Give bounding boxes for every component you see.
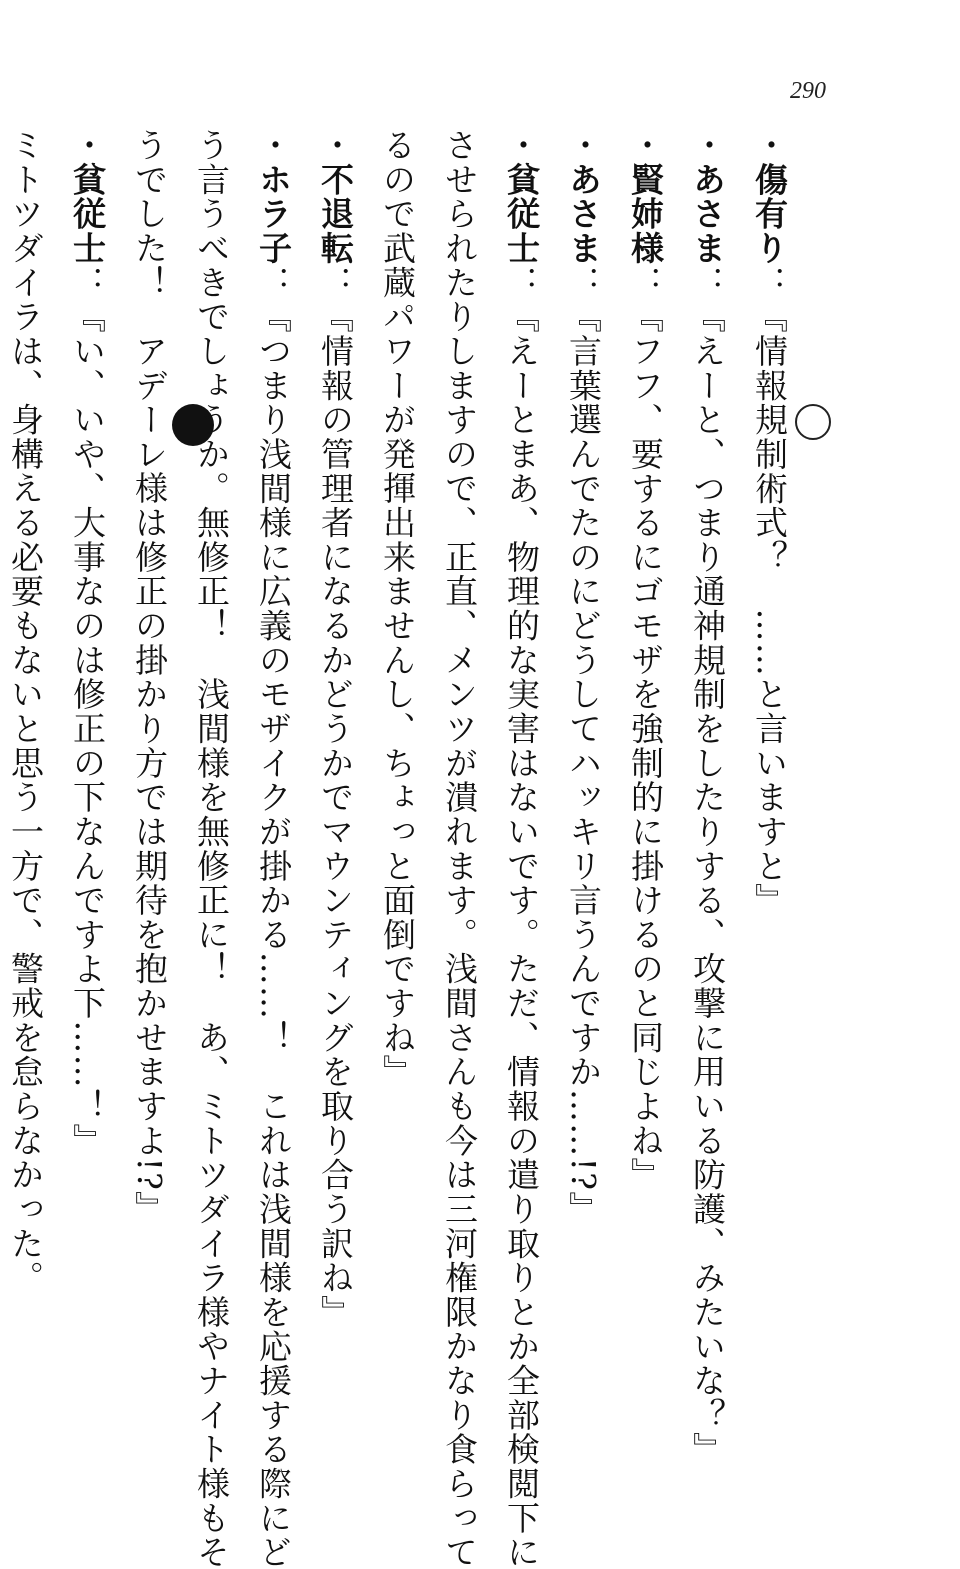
bullet: ・ <box>502 128 541 163</box>
speaker-name: あさま <box>688 162 727 266</box>
narration-line <box>0 128 56 1295</box>
bullet: ・ <box>564 128 603 163</box>
open-circle-icon <box>795 404 831 440</box>
dialogue-text: るので武蔵パワーが発揮出来ませんし、ちょっと面倒ですね』 <box>378 128 417 1089</box>
dialogue-text: ：『情報規制術式？ ……と言いますと』 <box>750 265 789 918</box>
text-line <box>242 128 304 1569</box>
bullet: ・ <box>254 128 293 163</box>
text-line-continued <box>428 128 490 1569</box>
dialogue-text: ：『い、いや、大事なのは修正の下なんですよ下……！』 <box>68 265 107 1158</box>
speaker-name: あさま <box>564 162 603 266</box>
bullet: ・ <box>750 128 789 163</box>
text-line <box>738 128 800 1268</box>
text-line <box>614 128 676 1268</box>
dialogue-text: ：『言葉選んでたのにどうしてハッキリ言うんですか……!?』 <box>564 265 603 1226</box>
speaker-name: 貧従士 <box>68 162 107 266</box>
speaker-name: 傷有り <box>750 162 789 266</box>
text-line-continued <box>180 128 242 1569</box>
dialogue-text: させられたりしますので、正直、メンツが潰れます。浅間さんも今は三河権限かなり食らって <box>440 128 479 1569</box>
bullet: ・ <box>688 128 727 163</box>
text-line <box>56 128 118 1268</box>
dialogue-text: ：『えーと、つまり通神規制をしたりする、攻撃に用いる防護、みたいな？』 <box>688 265 727 1467</box>
narration-text: ミトツダイラは、身構える必要もないと思う一方で、警戒を怠らなかった。 <box>6 128 45 1295</box>
bullet: ・ <box>316 128 355 163</box>
text-line <box>490 128 552 1569</box>
bullet: ・ <box>68 128 107 163</box>
dialogue-text: ：『つまり浅間様に広義のモザイクが掛かる……！ これは浅間様を応援する際にど <box>254 265 293 1569</box>
speaker-name: 賢姉様 <box>626 162 665 266</box>
text-line <box>676 128 738 1467</box>
text-line-continued <box>366 128 428 1268</box>
dialogue-text: ：『フフ、要するにゴモザを強制的に掛けるのと同じよね』 <box>626 265 665 1192</box>
speaker-name: 貧従士 <box>502 162 541 266</box>
text-line <box>552 128 614 1268</box>
speaker-name: ホラ子 <box>254 162 293 266</box>
speaker-name: 不退転 <box>316 162 355 266</box>
page-number: 290 <box>790 78 826 104</box>
dialogue-text: うでした！ アデーレ様は修正の掛かり方では期待を抱かせますよ!?』 <box>130 128 169 1226</box>
dialogue-text: ：『えーとまあ、物理的な実害はないです。ただ、情報の遣り取りとか全部検閲下に <box>502 265 541 1569</box>
bullet: ・ <box>626 128 665 163</box>
text-line-continued <box>118 128 180 1268</box>
dialogue-text: う言うべきでしょうか。無修正！ 浅間様を無修正に！ あ、ミトツダイラ様やナイト様もそ <box>192 128 231 1569</box>
vertical-text-block <box>0 128 800 1569</box>
text-line <box>304 128 366 1330</box>
dialogue-text: ：『情報の管理者になるかどうかでマウンティングを取り合う訳ね』 <box>316 265 355 1330</box>
